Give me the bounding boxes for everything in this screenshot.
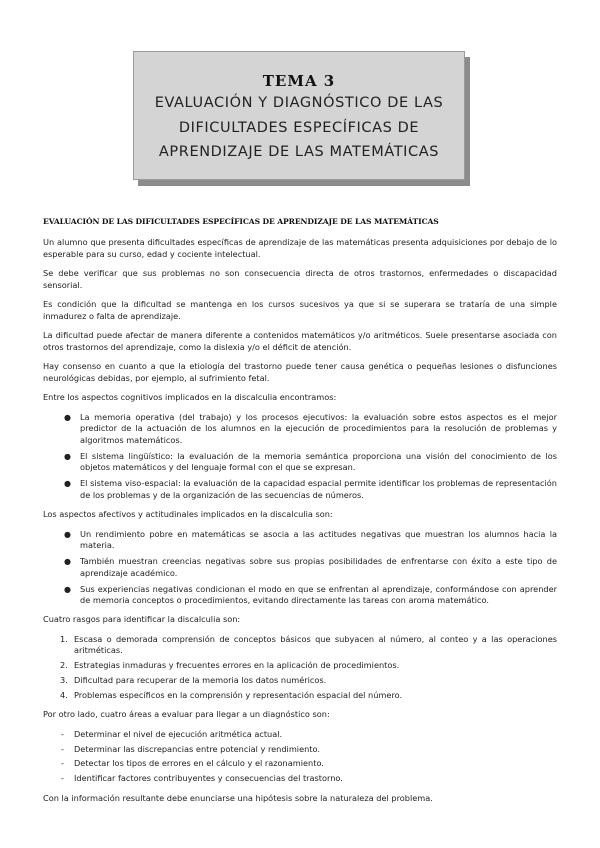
list-intro: Cuatro rasgos para identificar la discalculia son:	[43, 614, 241, 625]
chapter-number: TEMA 3	[262, 72, 336, 90]
list-intro: Los aspectos afectivos y actitudinales implicados en la discalculia son:	[43, 508, 333, 519]
chapter-title	[134, 91, 464, 165]
chapter-title-line: DIFICULTADES ESPECÍFICAS DE	[178, 119, 420, 136]
section-heading: EVALUACIÓN DE LAS DIFICULTADES ESPECÍFICAS DE APRENDIZAJE DE LAS MATEMÁTICAS	[43, 217, 439, 226]
paragraph: Se debe verificar que sus problemas no son consecuencia directa de otros trastornos, enfermedades o discapacidad sensorial.	[43, 268, 557, 290]
list-item	[61, 729, 557, 740]
list-item-text: La memoria operativa (del trabajo) y los procesos ejecutivos: la evaluación sobre estos aspectos es el mejor predictor de la actuación de los alumnos en la ejecución de procedimientos para la resolución de problemas y algoritmos matemáticos.	[80, 411, 557, 445]
list-item	[61, 773, 557, 784]
list-number: 2.	[60, 660, 68, 671]
paragraph: Es condición que la dificultad se mantenga en los cursos sucesivos ya que si se superara se trataría de una simple inmadurez o falta de aprendizaje.	[43, 299, 557, 321]
list-item	[64, 411, 557, 446]
list-number: 3.	[60, 675, 68, 686]
list-item-text: También muestran creencias negativas sobre sus propias posibilidades de enfrentarse con éxito a este tipo de aprendizaje académico.	[80, 556, 557, 578]
bullet-icon: ●	[64, 451, 71, 461]
affective-list	[43, 529, 557, 607]
bullet-icon: ●	[64, 584, 71, 594]
closing-paragraph: Con la información resultante debe enunciarse una hipótesis sobre la naturaleza del problema.	[43, 792, 433, 803]
list-item-text: El sistema lingüístico: la evaluación de la memoria semántica proporciona una visión del conocimiento de los objetos matemáticos y del lenguaje formal con el que se expresan.	[80, 450, 557, 473]
list-item-text: Identificar factores contribuyentes y consecuencias del trastorno.	[74, 773, 343, 784]
list-item	[64, 450, 557, 474]
list-intro: Entre los aspectos cognitivos implicados en la discalculia encontramos:	[43, 392, 337, 403]
areas-list	[43, 729, 557, 785]
list-item	[61, 634, 557, 657]
paragraph: La dificultad puede afectar de manera diferente a contenidos matemáticos y/o aritméticos. Suele presentarse asociada con otros trastornos del aprendizaje, como la dislexia y/o el déficit de atención.	[43, 330, 557, 352]
rasgos-list	[43, 634, 557, 701]
list-item	[61, 675, 557, 686]
list-item-text: Dificultad para recuperar de la memoria los datos numéricos.	[74, 675, 327, 686]
chapter-title-line: APRENDIZAJE DE LAS MATEMÁTICAS	[158, 144, 440, 160]
list-item-text: Determinar las discrepancias entre potencial y rendimiento.	[74, 743, 320, 754]
list-intro: Por otro lado, cuatro áreas a evaluar para llegar a un diagnóstico son:	[43, 709, 330, 720]
list-item	[61, 690, 557, 701]
list-item-text: Problemas específicos en la comprensión y representación espacial del número.	[74, 689, 403, 700]
list-item	[61, 660, 557, 671]
list-item-text: Detectar los tipos de errores en el cálculo y el razonamiento.	[74, 758, 324, 769]
dash-icon: -	[61, 758, 64, 769]
list-number: 4.	[60, 689, 68, 700]
bullet-icon: ●	[64, 557, 71, 567]
list-item	[64, 583, 557, 607]
chapter-title-box	[133, 51, 465, 180]
bullet-icon: ●	[64, 529, 71, 539]
paragraph: Un alumno que presenta dificultades específicas de aprendizaje de las matemáticas presenta adquisiciones por debajo de lo esperable para su curso, edad y cociente intelectual.	[43, 237, 557, 259]
document-body	[43, 216, 557, 812]
list-item-text: El sistema viso-espacial: la evaluación de la capacidad espacial permite identificar los problemas de representación de los problemas y de la organización de las secuencias de números.	[80, 478, 557, 500]
chapter-title-line: EVALUACIÓN Y DIAGNÓSTICO DE LAS	[154, 95, 444, 111]
list-item	[64, 478, 557, 501]
list-item-text: Un rendimiento pobre en matemáticas se asocia a las actitudes negativas que muestran los alumnos hacia la materia.	[80, 528, 557, 550]
list-item	[61, 758, 557, 769]
list-item	[61, 744, 557, 755]
list-number: 1.	[60, 634, 68, 645]
bullet-icon: ●	[64, 412, 71, 422]
dash-icon: -	[61, 743, 64, 754]
list-item-text: Sus experiencias negativas condicionan el modo en que se enfrentan al aprendizaje, conformándose con aprender de memoria conceptos o procedimientos, evitando directamente las tareas con aroma matemático.	[80, 583, 557, 606]
list-item-text: Determinar el nivel de ejecución aritmética actual.	[74, 728, 283, 739]
list-item	[64, 528, 557, 552]
list-item-text: Escasa o demorada comprensión de conceptos básicos que subyacen al número, al conteo y a las operaciones aritméticas.	[74, 634, 557, 656]
list-item-text: Estrategias inmaduras y frecuentes errores en la aplicación de procedimientos.	[74, 660, 400, 671]
dash-icon: -	[61, 728, 64, 739]
paragraph: Hay consenso en cuanto a que la etiología del trastorno puede tener causa genética o pequeñas lesiones o disfunciones neurológicas debidas, por ejemplo, al sufrimiento fetal.	[43, 361, 557, 383]
bullet-icon: ●	[64, 479, 71, 489]
dash-icon: -	[61, 773, 64, 784]
list-item	[64, 556, 557, 579]
cognitive-list	[43, 412, 557, 501]
